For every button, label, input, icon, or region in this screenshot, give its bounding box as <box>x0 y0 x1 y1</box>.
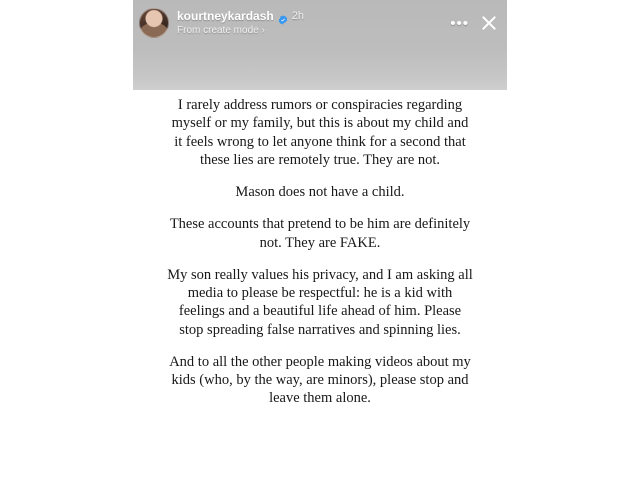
story-paragraph: These accounts that pretend to be him are definitely not. They are FAKE. <box>169 216 471 251</box>
story-paragraph: Mason does not have a child. <box>235 184 405 201</box>
account-info <box>177 10 450 36</box>
username-label[interactable]: kourtneykardash <box>177 8 274 23</box>
story-source-label[interactable]: From create mode › <box>177 25 265 37</box>
avatar[interactable] <box>139 8 169 38</box>
close-icon[interactable] <box>479 13 499 33</box>
verified-badge-icon <box>278 12 288 22</box>
story-header <box>133 6 507 40</box>
story-paragraph: And to all the other people making videos about my kids (who, by the way, are minors), please stop and leave them alone. <box>169 353 471 407</box>
story-timestamp: 2h <box>291 10 304 23</box>
account-name-line <box>177 10 450 23</box>
story-header-actions <box>450 13 501 33</box>
story-paragraph: I rarely address rumors or conspiracies regarding myself or my family, but this is about my child and it feels wrong to let anyone think for a second that these lies are remotely true. They are not. <box>171 97 469 168</box>
story-text-body <box>133 96 507 408</box>
instagram-story-panel <box>133 0 507 480</box>
more-options-icon[interactable]: ••• <box>450 14 469 32</box>
story-paragraph: My son really values his privacy, and I am asking all media to please be respectful: he is a kid with feelings and a beautiful life ahead of him. Please stop spreading false narratives and spinning lies. <box>167 266 473 338</box>
